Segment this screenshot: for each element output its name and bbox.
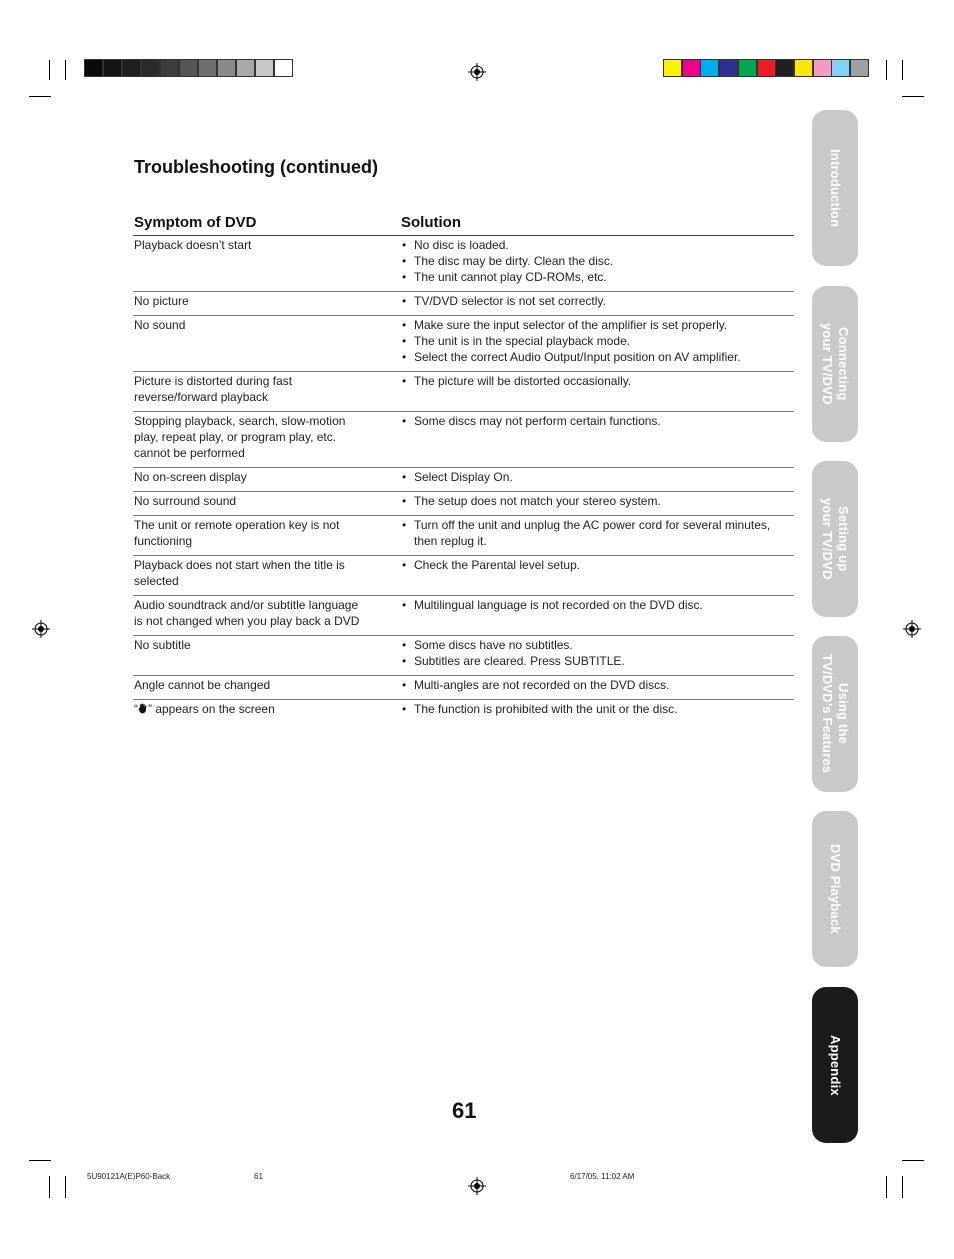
gray-swatch: [160, 59, 179, 77]
solution-item: • Select Display On.: [402, 469, 794, 485]
gray-swatch: [236, 59, 255, 77]
solution-list: [402, 293, 794, 309]
column-header-symptom: Symptom of DVD: [134, 214, 257, 231]
color-swatch: [738, 59, 757, 77]
solution-list: [402, 469, 794, 485]
color-swatch: [700, 59, 719, 77]
color-swatch: [663, 59, 682, 77]
crop-mark: [49, 1176, 50, 1198]
side-tab-introduction[interactable]: [812, 110, 858, 266]
color-swatch: [850, 59, 869, 77]
gray-swatch: [179, 59, 198, 77]
page-title: Troubleshooting (continued): [134, 157, 378, 177]
solution-item: • The setup does not match your stereo system.: [402, 493, 794, 509]
side-tab-connecting-your-tv-dvd[interactable]: [812, 286, 858, 442]
registration-mark-icon: [32, 620, 50, 638]
symptom-text: ” appears on the screen: [148, 702, 275, 716]
symptom-cell: Angle cannot be changed: [134, 678, 271, 692]
crop-mark: [65, 60, 66, 80]
solution-list: [402, 637, 794, 669]
solution-item: • The disc may be dirty. Clean the disc.: [402, 253, 794, 269]
table-row: [133, 412, 794, 468]
table-row: [133, 372, 794, 412]
solution-item: • Multi-angles are not recorded on the DVD discs.: [402, 677, 794, 693]
registration-mark-icon: [903, 620, 921, 638]
gray-swatch: [141, 59, 160, 77]
table-row: [133, 236, 794, 292]
side-tab-label: Introduction: [828, 148, 843, 228]
symptom-cell: Picture is distorted during fast reverse/forward playback: [134, 374, 293, 404]
table-row: [133, 292, 794, 316]
table-row: [133, 316, 794, 372]
side-tab-dvd-playback[interactable]: [812, 811, 858, 967]
gray-swatch: [255, 59, 274, 77]
color-swatch: [813, 59, 832, 77]
solution-item: • The function is prohibited with the unit or the disc.: [402, 701, 794, 717]
solution-item: • Select the correct Audio Output/Input position on AV amplifier.: [402, 349, 794, 365]
solution-list: [402, 237, 794, 285]
side-tab-setting-up-your-tv-dvd[interactable]: [812, 461, 858, 617]
side-tab-label: Setting up your TV/DVD: [820, 498, 851, 580]
solution-item: • Subtitles are cleared. Press SUBTITLE.: [402, 653, 794, 669]
solution-item: • Make sure the input selector of the amplifier is set properly.: [402, 317, 794, 333]
table-row: [133, 676, 794, 700]
footer-timestamp: 6/17/05, 11:02 AM: [570, 1172, 635, 1181]
solution-list: [402, 493, 794, 509]
table-row: [133, 700, 794, 723]
registration-mark-icon: [468, 1177, 486, 1195]
crop-mark: [902, 1160, 924, 1161]
column-header-solution: Solution: [401, 214, 461, 231]
solution-list: [402, 317, 794, 365]
side-tab-label: Connecting your TV/DVD: [820, 323, 851, 405]
table-row: [133, 492, 794, 516]
solution-item: • No disc is loaded.: [402, 237, 794, 253]
page-number: 61: [452, 1098, 477, 1123]
solution-item: • Multilingual language is not recorded on the DVD disc.: [402, 597, 794, 613]
registration-mark-icon: [468, 63, 486, 81]
gray-swatch: [84, 59, 103, 77]
crop-mark: [886, 60, 887, 80]
solution-item: • Check the Parental level setup.: [402, 557, 794, 573]
gray-swatch: [198, 59, 217, 77]
crop-mark: [886, 1176, 887, 1198]
crop-mark: [65, 1176, 66, 1198]
color-swatch: [831, 59, 850, 77]
table-row: [133, 556, 794, 596]
side-tab-label: DVD Playback: [828, 844, 843, 934]
gray-swatch: [103, 59, 122, 77]
symptom-cell: Stopping playback, search, slow-motion play, repeat play, or program play, etc. cannot be performed: [134, 414, 346, 460]
symptom-cell: [133, 701, 402, 717]
side-tab-using-the-tv-dvd-s-features[interactable]: [812, 636, 858, 792]
solution-item: • The picture will be distorted occasionally.: [402, 373, 794, 389]
crop-mark: [902, 96, 924, 97]
crop-mark: [49, 60, 50, 80]
symptom-cell: Playback does not start when the title is selected: [134, 558, 345, 588]
solution-list: [402, 557, 794, 589]
symptom-cell: No picture: [134, 294, 189, 308]
symptom-cell: Playback doesn’t start: [134, 238, 252, 252]
color-swatch: [794, 59, 813, 77]
footer-doc-code: 5U90121A(E)P60-Back: [87, 1172, 171, 1181]
symptom-text: “: [134, 702, 138, 716]
solution-list: [402, 413, 794, 461]
troubleshooting-table: [133, 236, 794, 723]
solution-item: • Some discs may not perform certain functions.: [402, 413, 794, 429]
footer-page: 61: [254, 1172, 263, 1181]
table-row: [133, 468, 794, 492]
symptom-cell: No surround sound: [134, 494, 237, 508]
symptom-cell: No subtitle: [134, 638, 191, 652]
crop-mark: [902, 1176, 903, 1198]
side-tab-label: Using the TV/DVD’s Features: [820, 654, 851, 774]
solution-item: • TV/DVD selector is not set correctly.: [402, 293, 794, 309]
solution-item: • Turn off the unit and unplug the AC power cord for several minutes, then replug it.: [402, 517, 794, 549]
table-row: [133, 596, 794, 636]
prohibited-hand-icon: [138, 703, 148, 714]
crop-mark: [29, 1160, 51, 1161]
symptom-cell: No on-screen display: [134, 470, 247, 484]
color-swatch: [682, 59, 701, 77]
solution-list: [402, 597, 794, 629]
table-row: [133, 636, 794, 676]
solution-list: [402, 517, 794, 549]
gray-swatch: [217, 59, 236, 77]
table-row: [133, 516, 794, 556]
crop-mark: [29, 96, 51, 97]
gray-swatch: [122, 59, 141, 77]
solution-list: [402, 373, 794, 405]
color-swatch: [757, 59, 776, 77]
symptom-cell: Audio soundtrack and/or subtitle language is not changed when you play back a DVD: [134, 598, 360, 628]
solution-item: • The unit cannot play CD-ROMs, etc.: [402, 269, 794, 285]
color-swatch: [775, 59, 794, 77]
side-tab-appendix[interactable]: [812, 987, 858, 1143]
solution-item: • The unit is in the special playback mode.: [402, 333, 794, 349]
symptom-cell: No sound: [134, 318, 186, 332]
solution-list: [402, 677, 794, 693]
crop-mark: [902, 60, 903, 80]
side-tab-label: Appendix: [828, 1034, 843, 1096]
solution-list: [402, 701, 794, 717]
solution-item: • Some discs have no subtitles.: [402, 637, 794, 653]
color-swatch: [719, 59, 738, 77]
symptom-cell: The unit or remote operation key is not functioning: [134, 518, 340, 548]
gray-swatch: [274, 59, 293, 77]
